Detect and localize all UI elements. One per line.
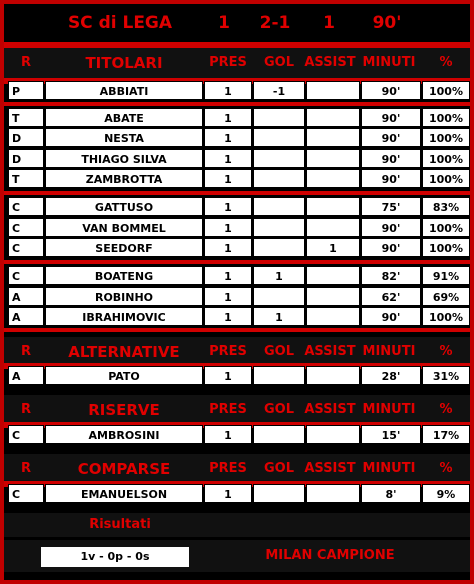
pres-cell: 1 (204, 425, 252, 444)
player-name-cell: SEEDORF (45, 238, 203, 257)
percent-cell: 100% (422, 128, 470, 147)
section-header-riserve (4, 395, 470, 425)
assist-cell (306, 149, 360, 168)
pres-cell: 1 (204, 218, 252, 237)
group-divider (4, 260, 470, 264)
col-header-minuti: MINUTI (362, 402, 416, 417)
col-header-gol: GOL (263, 402, 294, 417)
title-pres: 1 (218, 13, 230, 33)
results-row (4, 540, 470, 572)
gol-cell (253, 218, 305, 237)
assist-cell (306, 218, 360, 237)
pres-cell: 1 (204, 366, 252, 385)
player-row (8, 108, 470, 127)
pres-cell: 1 (204, 238, 252, 257)
gol-cell (253, 366, 305, 385)
assist-cell (306, 128, 360, 147)
gol-cell (253, 108, 305, 127)
player-name-cell: NESTA (45, 128, 203, 147)
player-name-cell: GATTUSO (45, 197, 203, 216)
role-cell: T (8, 169, 44, 188)
player-row (8, 425, 470, 444)
group-divider (4, 102, 470, 106)
title-assist: 1 (323, 13, 335, 33)
col-header-gol: GOL (263, 344, 294, 359)
assist-cell (306, 484, 360, 503)
col-header-r: R (20, 55, 31, 70)
assist-cell (306, 425, 360, 444)
role-cell: A (8, 287, 44, 306)
percent-cell: 91% (422, 266, 470, 285)
player-name-cell: ABATE (45, 108, 203, 127)
col-header-minuti: MINUTI (362, 55, 416, 70)
title-row (4, 4, 470, 42)
minutes-cell: 90' (361, 149, 421, 168)
col-header-r: R (20, 344, 31, 359)
col-header-minuti: MINUTI (362, 461, 416, 476)
role-cell: D (8, 128, 44, 147)
minutes-cell: 90' (361, 169, 421, 188)
assist-cell (306, 287, 360, 306)
pres-cell: 1 (204, 169, 252, 188)
col-header-assist: ASSIST (304, 402, 356, 417)
player-row (8, 81, 470, 100)
assist-cell (306, 169, 360, 188)
assist-cell (306, 307, 360, 326)
gol-cell (253, 238, 305, 257)
player-name-cell: BOATENG (45, 266, 203, 285)
title-score: 2-1 (259, 13, 291, 33)
player-name-cell: PATO (45, 366, 203, 385)
player-name-cell: AMBROSINI (45, 425, 203, 444)
percent-cell: 31% (422, 366, 470, 385)
minutes-cell: 62' (361, 287, 421, 306)
pres-cell: 1 (204, 128, 252, 147)
player-name-cell: ABBIATI (45, 81, 203, 100)
role-cell: P (8, 81, 44, 100)
col-header-pres: PRES (209, 461, 247, 476)
assist-cell (306, 266, 360, 285)
col-header-pct: % (439, 461, 453, 476)
minutes-cell: 28' (361, 366, 421, 385)
minutes-cell: 90' (361, 108, 421, 127)
col-header-pres: PRES (209, 344, 247, 359)
player-row (8, 149, 470, 168)
col-header-gol: GOL (263, 461, 294, 476)
role-cell: C (8, 197, 44, 216)
col-header-gol: GOL (263, 55, 294, 70)
gol-cell (253, 425, 305, 444)
player-name-cell: ROBINHO (45, 287, 203, 306)
player-name-cell: IBRAHIMOVIC (45, 307, 203, 326)
player-row (8, 366, 470, 385)
gol-cell (253, 149, 305, 168)
group-divider (4, 328, 470, 332)
percent-cell: 9% (422, 484, 470, 503)
player-row (8, 266, 470, 285)
player-row (8, 169, 470, 188)
assist-cell (306, 197, 360, 216)
role-cell: T (8, 108, 44, 127)
section-header-comparse (4, 454, 470, 484)
pres-cell: 1 (204, 81, 252, 100)
role-cell: C (8, 218, 44, 237)
role-cell: A (8, 366, 44, 385)
section-title-titolari: TITOLARI (85, 54, 163, 72)
player-name-cell: EMANUELSON (45, 484, 203, 503)
player-name-cell: THIAGO SILVA (45, 149, 203, 168)
player-name-cell: VAN BOMMEL (45, 218, 203, 237)
role-cell: C (8, 266, 44, 285)
col-header-r: R (20, 402, 31, 417)
results-header (4, 513, 470, 537)
results-label: Risultati (89, 517, 151, 532)
pres-cell: 1 (204, 108, 252, 127)
gol-cell (253, 287, 305, 306)
player-row (8, 307, 470, 326)
team-name: SC di LEGA (67, 13, 173, 33)
percent-cell: 100% (422, 108, 470, 127)
assist-cell (306, 81, 360, 100)
minutes-cell: 90' (361, 218, 421, 237)
assist-cell (306, 108, 360, 127)
col-header-r: R (20, 461, 31, 476)
player-row (8, 484, 470, 503)
percent-cell: 100% (422, 149, 470, 168)
gol-cell (253, 128, 305, 147)
percent-cell: 69% (422, 287, 470, 306)
gol-cell (253, 197, 305, 216)
player-name-cell: ZAMBROTTA (45, 169, 203, 188)
section-title-riserve: RISERVE (88, 401, 160, 419)
player-row (8, 218, 470, 237)
group-divider (4, 191, 470, 195)
gol-cell (253, 169, 305, 188)
minutes-cell: 90' (361, 307, 421, 326)
minutes-cell: 75' (361, 197, 421, 216)
col-header-assist: ASSIST (304, 344, 356, 359)
col-header-assist: ASSIST (304, 55, 356, 70)
col-header-pres: PRES (209, 55, 247, 70)
percent-cell: 100% (422, 81, 470, 100)
pres-cell: 1 (204, 149, 252, 168)
scoreboard (4, 4, 470, 580)
col-header-minuti: MINUTI (362, 344, 416, 359)
minutes-cell: 90' (361, 238, 421, 257)
player-row (8, 287, 470, 306)
gol-cell (253, 484, 305, 503)
col-header-pct: % (439, 55, 453, 70)
section-header-titolari (4, 48, 470, 78)
role-cell: C (8, 425, 44, 444)
assist-cell (306, 366, 360, 385)
results-record: 1v - 0p - 0s (41, 547, 189, 567)
col-header-pres: PRES (209, 402, 247, 417)
percent-cell: 17% (422, 425, 470, 444)
role-cell: D (8, 149, 44, 168)
section-title-alternative: ALTERNATIVE (68, 343, 180, 361)
assist-cell: 1 (306, 238, 360, 257)
percent-cell: 100% (422, 238, 470, 257)
gol-cell: 1 (253, 266, 305, 285)
player-row (8, 197, 470, 216)
pres-cell: 1 (204, 484, 252, 503)
percent-cell: 83% (422, 197, 470, 216)
pres-cell: 1 (204, 266, 252, 285)
role-cell: A (8, 307, 44, 326)
minutes-cell: 90' (361, 128, 421, 147)
pres-cell: 1 (204, 307, 252, 326)
minutes-cell: 90' (361, 81, 421, 100)
player-row (8, 238, 470, 257)
percent-cell: 100% (422, 218, 470, 237)
player-row (8, 128, 470, 147)
minutes-cell: 15' (361, 425, 421, 444)
pres-cell: 1 (204, 287, 252, 306)
percent-cell: 100% (422, 169, 470, 188)
section-title-comparse: COMPARSE (77, 460, 171, 478)
gol-cell: -1 (253, 81, 305, 100)
role-cell: C (8, 238, 44, 257)
col-header-assist: ASSIST (304, 461, 356, 476)
col-header-pct: % (439, 344, 453, 359)
results-status: MILAN CAMPIONE (265, 548, 395, 563)
pres-cell: 1 (204, 197, 252, 216)
title-minutes: 90' (372, 13, 402, 33)
role-cell: C (8, 484, 44, 503)
col-header-pct: % (439, 402, 453, 417)
gol-cell: 1 (253, 307, 305, 326)
percent-cell: 100% (422, 307, 470, 326)
minutes-cell: 8' (361, 484, 421, 503)
minutes-cell: 82' (361, 266, 421, 285)
